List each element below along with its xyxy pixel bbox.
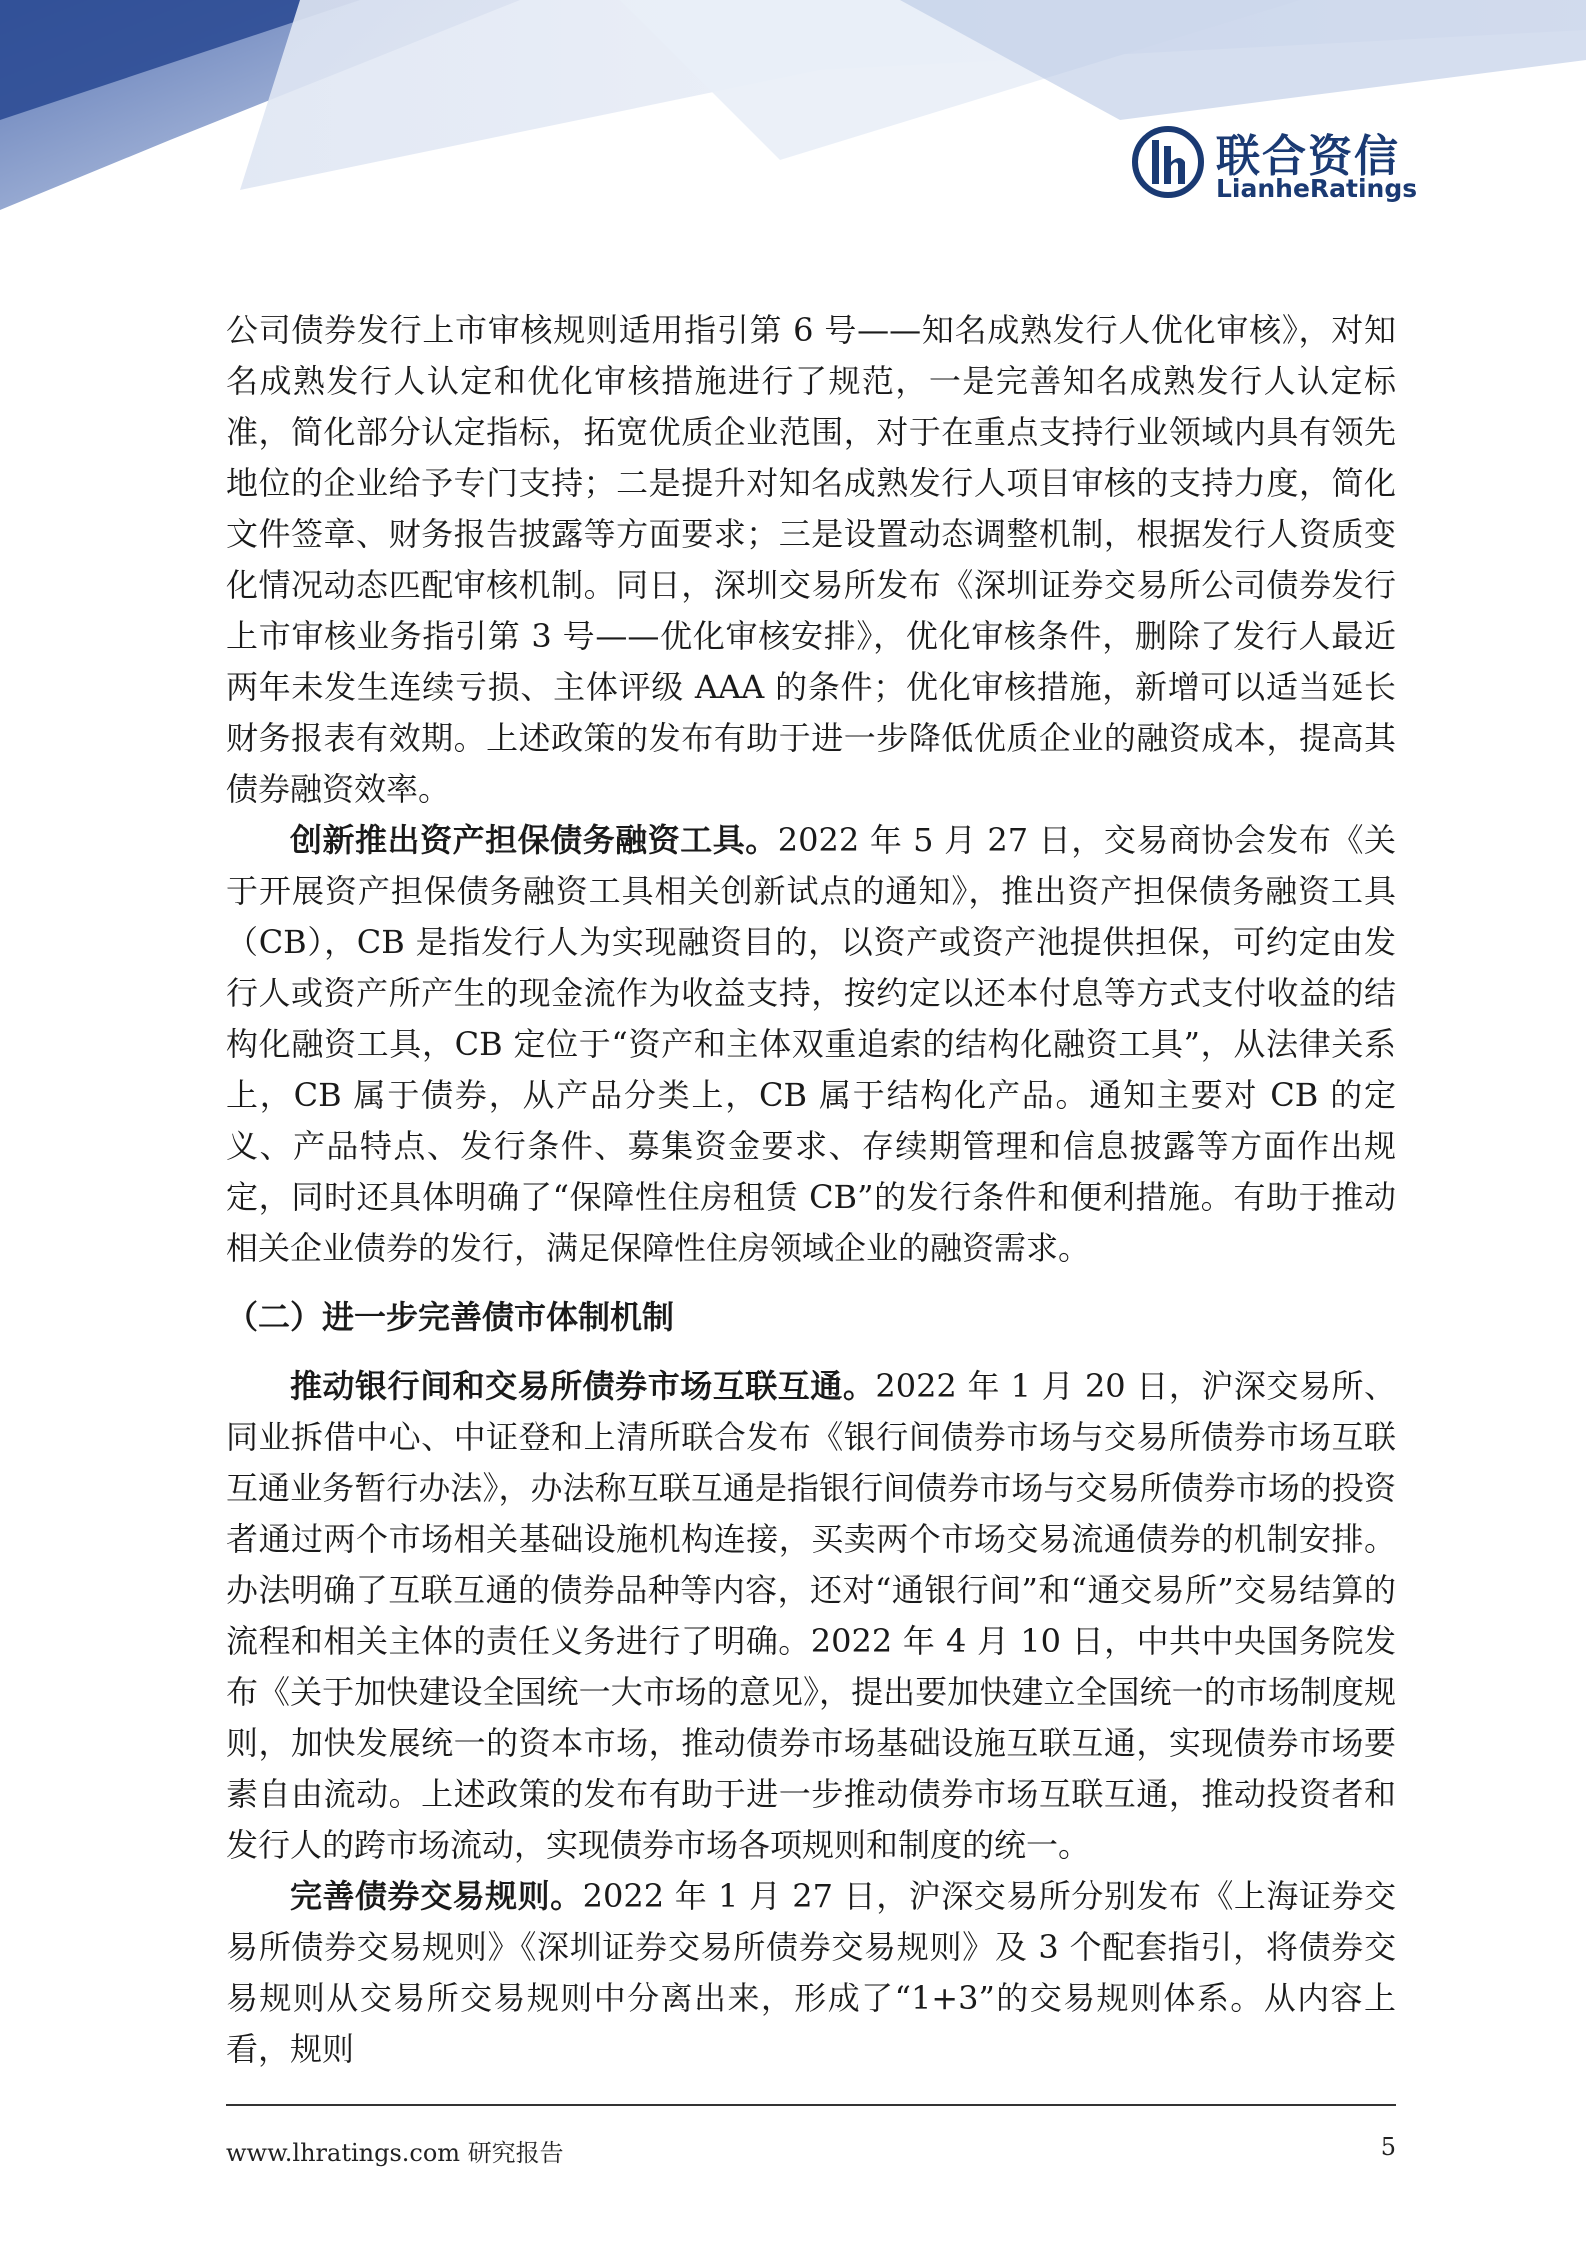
paragraph-body: 2022 年 1 月 20 日，沪深交易所、同业拆借中心、中证登和上清所联合发布《银行间债券市场与交易所债券市场互联互通业务暂行办法》，办法称互联互通是指银行间债券市场与交易所债券市场的投资者通过两个市场相关基础设施机构连接，买卖两个市场交易流通债券的机制安排。办法明确了互联互通的债券品种等内容，还对“通银行间”和“通交易所”交易结算的流程和相关主体的责任义务进行了明确。2022 年 4 月 10 日，中共中央国务院发布《关于加快建设全国统一大市场的意见》，提出要加快建立全国统一的市场制度规则，加快发展统一的资本市场，推动债券市场基础设施互联互通，实现债券市场要素自由流动。上述政策的发布有助于进一步推动债券市场互联互通，推动投资者和发行人的跨市场流动，实现债券市场各项规则和制度的统一。 <box>226 1367 1396 1864</box>
logo-mark-icon <box>1130 124 1206 200</box>
paragraph-lead-bold: 推动银行间和交易所债券市场互联互通。 <box>290 1367 876 1405</box>
logo-chinese-name: 联合资信 <box>1216 131 1400 182</box>
paragraph-interconnection <box>226 1361 1396 1871</box>
paragraph-body: 2022 年 5 月 27 日，交易商协会发布《关于开展资产担保债务融资工具相关创新试点的通知》，推出资产担保债务融资工具（CB），CB 是指发行人为实现融资目的，以资产或资产池提供担保，可约定由发行人或资产所产生的现金流作为收益支持，按约定以还本付息等方式支付收益的结构化融资工具，CB 定位于“资产和主体双重追索的结构化融资工具”，从法律关系上，CB 属于债券，从产品分类上，CB 属于结构化产品。通知主要对 CB 的定义、产品特点、发行条件、募集资金要求、存续期管理和信息披露等方面作出规定，同时还具体明确了“保障性住房租赁 CB”的发行条件和便利措施。有助于推动相关企业债券的发行，满足保障性住房领域企业的融资需求。 <box>226 821 1396 1267</box>
page-number: 5 <box>1380 2133 1396 2161</box>
lianhe-ratings-logo <box>1130 118 1430 208</box>
logo-english-name: LianheRatings <box>1216 174 1418 203</box>
paragraph-trading-rules <box>226 1871 1396 2075</box>
document-body <box>226 305 1396 2075</box>
paragraph-body: 2022 年 1 月 27 日，沪深交易所分别发布《上海证券交易所债券交易规则》《深圳证券交易所债券交易规则》及 3 个配套指引，将债券交易规则从交易所交易规则中分离出来，形成了“1+3”的交易规则体系。从内容上看，规则 <box>226 1877 1396 2068</box>
paragraph-lead-bold: 完善债券交易规则。 <box>290 1877 583 1915</box>
footer-website: www.lhratings.com 研究报告 <box>226 2139 564 2167</box>
paragraph-cb-tool <box>226 815 1396 1274</box>
section-heading: （二）进一步完善债市体制机制 <box>226 1298 675 1336</box>
footer-divider <box>226 2104 1396 2106</box>
paragraph-continuation: 公司债券发行上市审核规则适用指引第 6 号——知名成熟发行人优化审核》，对知名成熟发行人认定和优化审核措施进行了规范，一是完善知名成熟发行人认定标准，简化部分认定指标，拓宽优质企业范围，对于在重点支持行业领域内具有领先地位的企业给予专门支持；二是提升对知名成熟发行人项目审核的支持力度，简化文件签章、财务报告披露等方面要求；三是设置动态调整机制，根据发行人资质变化情况动态匹配审核机制。同日，深圳交易所发布《深圳证券交易所公司债券发行上市审核业务指引第 3 号——优化审核安排》，优化审核条件，删除了发行人最近两年未发生连续亏损、主体评级 AAA 的条件；优化审核措施，新增可以适当延长财务报表有效期。上述政策的发布有助于进一步降低优质企业的融资成本，提高其债券融资效率。 <box>226 311 1396 808</box>
paragraph-lead-bold: 创新推出资产担保债务融资工具。 <box>290 821 778 859</box>
